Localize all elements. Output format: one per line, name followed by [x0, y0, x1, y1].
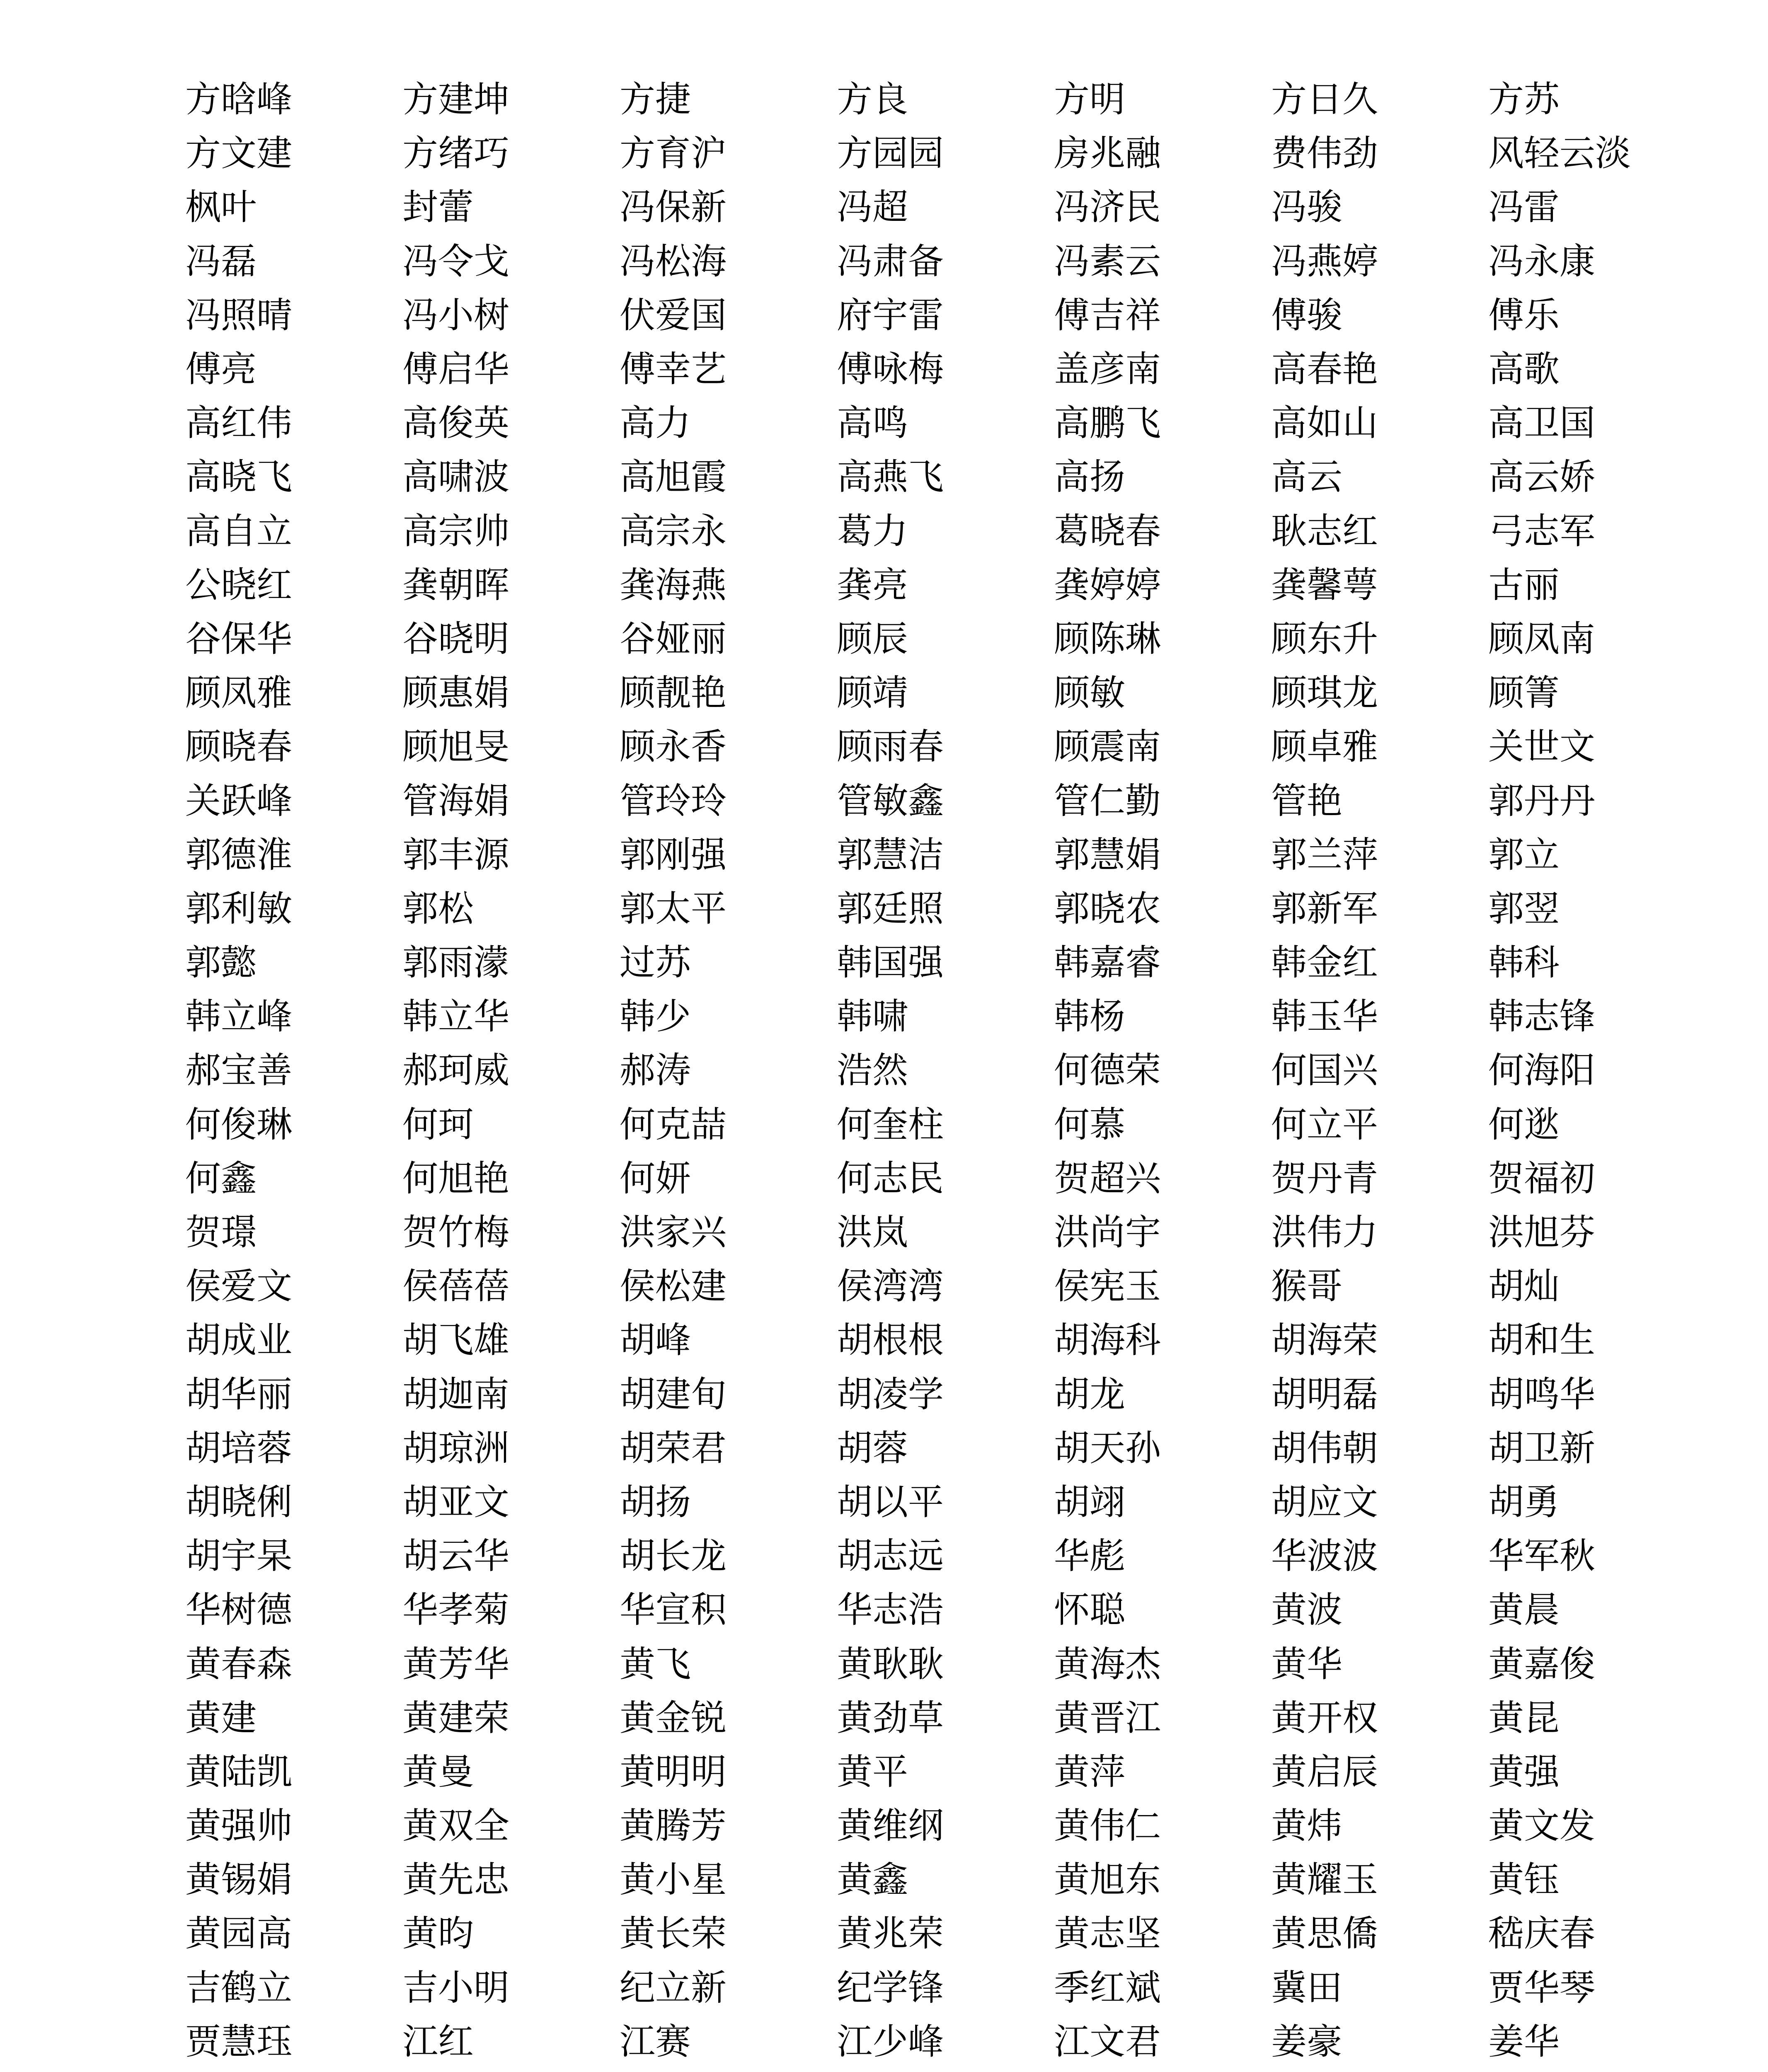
name-entry: 姜华 [1488, 2021, 1560, 2062]
name-entry: 管艳 [1271, 780, 1342, 822]
name-entry: 傅启华 [402, 349, 509, 390]
name-entry: 顾辰 [837, 618, 908, 660]
name-entry: 顾惠娟 [402, 672, 509, 714]
name-entry: 胡云华 [402, 1535, 509, 1577]
name-entry: 黄鑫 [837, 1859, 908, 1901]
name-entry: 胡宇杲 [185, 1535, 292, 1577]
name-entry: 黄钰 [1488, 1859, 1560, 1901]
name-entry: 谷保华 [185, 618, 292, 660]
name-entry: 胡灿 [1488, 1266, 1560, 1307]
name-entry: 江文君 [1054, 2021, 1161, 2062]
name-entry: 龚馨萼 [1271, 564, 1378, 606]
name-entry: 何珂 [402, 1104, 474, 1145]
name-entry: 方育沪 [620, 133, 727, 174]
name-entry: 郭慧洁 [837, 834, 944, 876]
name-entry: 冯保新 [620, 186, 727, 228]
name-entry: 黄腾芳 [620, 1805, 727, 1847]
name-entry: 黄强 [1488, 1751, 1560, 1793]
name-entry: 何慕 [1054, 1104, 1125, 1145]
name-entry: 公晓红 [185, 564, 292, 606]
name-entry: 胡荣君 [620, 1427, 727, 1469]
name-entry: 费伟劲 [1271, 133, 1378, 174]
name-entry: 高力 [620, 402, 691, 444]
name-entry: 黄春森 [185, 1643, 292, 1685]
name-entry: 黄华 [1271, 1643, 1342, 1685]
name-entry: 郭新军 [1271, 888, 1378, 929]
name-entry: 黄建 [185, 1697, 257, 1739]
name-entry: 高燕飞 [837, 456, 944, 498]
name-entry: 傅咏梅 [837, 349, 944, 390]
name-entry: 胡蓉 [837, 1427, 908, 1469]
name-entry: 江赛 [620, 2021, 691, 2062]
name-entry: 冯松海 [620, 240, 727, 282]
name-entry: 郭松 [402, 888, 474, 929]
name-entry: 封蕾 [402, 186, 474, 228]
name-entry: 胡翊 [1054, 1481, 1125, 1523]
name-entry: 黄小星 [620, 1859, 727, 1901]
name-entry: 黄晨 [1488, 1589, 1560, 1631]
name-entry: 黄先忠 [402, 1859, 509, 1901]
name-entry: 郭太平 [620, 888, 727, 929]
name-entry: 枫叶 [185, 186, 257, 228]
name-entry: 黄伟仁 [1054, 1805, 1161, 1847]
name-entry: 房兆融 [1054, 133, 1161, 174]
name-entry: 韩玉华 [1271, 996, 1378, 1038]
name-entry: 胡根根 [837, 1319, 944, 1361]
name-entry: 胡以平 [837, 1481, 944, 1523]
name-entry: 吉小明 [402, 1967, 509, 2009]
name-entry: 顾靖 [837, 672, 908, 714]
name-entry: 洪旭芬 [1488, 1212, 1595, 1254]
name-entry: 贾慧珏 [185, 2021, 292, 2062]
name-entry: 冀田 [1271, 1967, 1342, 2009]
name-entry: 郝宝善 [185, 1050, 292, 1092]
name-entry: 黄建荣 [402, 1697, 509, 1739]
name-entry: 高歌 [1488, 349, 1560, 390]
name-entry: 风轻云淡 [1488, 133, 1631, 174]
name-entry: 高如山 [1271, 402, 1378, 444]
name-entry: 冯永康 [1488, 240, 1595, 282]
name-entry: 方苏 [1488, 79, 1560, 121]
name-entry: 黄文发 [1488, 1805, 1595, 1847]
name-entry: 冯济民 [1054, 186, 1161, 228]
name-entry: 洪岚 [837, 1212, 908, 1254]
name-entry: 黄强帅 [185, 1805, 292, 1847]
name-entry: 龚朝晖 [402, 564, 509, 606]
name-entry: 郭刚强 [620, 834, 727, 876]
name-entry: 冯照晴 [185, 294, 292, 336]
name-entry: 侯蓓蓓 [402, 1266, 509, 1307]
name-entry: 郭兰萍 [1271, 834, 1378, 876]
name-entry: 胡卫新 [1488, 1427, 1595, 1469]
name-entry: 古丽 [1488, 564, 1560, 606]
name-entry: 韩金红 [1271, 942, 1378, 984]
name-entry: 冯令戈 [402, 240, 509, 282]
name-entry: 高宗永 [620, 510, 727, 552]
name-entry: 何立平 [1271, 1104, 1378, 1145]
name-entry: 胡海科 [1054, 1319, 1161, 1361]
name-entry: 黄思僑 [1271, 1913, 1378, 1955]
name-entry: 何逖 [1488, 1104, 1560, 1145]
name-entry: 纪立新 [620, 1967, 727, 2009]
name-entry: 郭丹丹 [1488, 780, 1595, 822]
name-entry: 方晗峰 [185, 79, 292, 121]
name-entry: 顾陈琳 [1054, 618, 1161, 660]
name-entry: 黄锡娟 [185, 1859, 292, 1901]
name-entry: 高宗帅 [402, 510, 509, 552]
name-entry: 冯骏 [1271, 186, 1342, 228]
name-entry: 黄波 [1271, 1589, 1342, 1631]
name-entry: 季红斌 [1054, 1967, 1161, 2009]
name-entry: 韩志锋 [1488, 996, 1595, 1038]
name-entry: 胡琼洲 [402, 1427, 509, 1469]
name-entry: 高云娇 [1488, 456, 1595, 498]
name-entry: 冯素云 [1054, 240, 1161, 282]
name-entry: 郝珂威 [402, 1050, 509, 1092]
name-entry: 洪家兴 [620, 1212, 727, 1254]
name-entry: 高晓飞 [185, 456, 292, 498]
name-entry: 何鑫 [185, 1157, 257, 1199]
name-entry: 方文建 [185, 133, 292, 174]
name-entry: 何海阳 [1488, 1050, 1595, 1092]
name-entry: 郭翌 [1488, 888, 1560, 929]
name-entry: 贺丹青 [1271, 1157, 1378, 1199]
name-entry: 冯超 [837, 186, 908, 228]
name-entry: 胡亚文 [402, 1481, 509, 1523]
name-entry: 高云 [1271, 456, 1342, 498]
name-entry: 方良 [837, 79, 908, 121]
name-entry: 胡勇 [1488, 1481, 1560, 1523]
name-entry: 管海娟 [402, 780, 509, 822]
name-entry: 弓志军 [1488, 510, 1595, 552]
name-entry: 华军秋 [1488, 1535, 1595, 1577]
name-list-grid [185, 73, 1719, 2072]
name-entry: 傅骏 [1271, 294, 1342, 336]
name-entry: 黄开权 [1271, 1697, 1378, 1739]
name-entry: 胡峰 [620, 1319, 691, 1361]
name-entry: 黄园高 [185, 1913, 292, 1955]
name-entry: 顾箐 [1488, 672, 1560, 714]
name-entry: 黄昆 [1488, 1697, 1560, 1739]
name-entry: 黄志坚 [1054, 1913, 1161, 1955]
name-entry: 关跃峰 [185, 780, 292, 822]
name-entry: 龚海燕 [620, 564, 727, 606]
name-entry: 府宇雷 [837, 294, 944, 336]
name-entry: 胡长龙 [620, 1535, 727, 1577]
name-entry: 何德荣 [1054, 1050, 1161, 1092]
name-entry: 管敏鑫 [837, 780, 944, 822]
name-entry: 黄维纲 [837, 1805, 944, 1847]
name-entry: 郭晓农 [1054, 888, 1161, 929]
name-entry: 方捷 [620, 79, 691, 121]
name-entry: 高旭霞 [620, 456, 727, 498]
name-entry: 何克喆 [620, 1104, 727, 1145]
name-entry: 高俊英 [402, 402, 509, 444]
name-entry: 浩然 [837, 1050, 908, 1092]
name-entry: 何志民 [837, 1157, 944, 1199]
name-entry: 黄昀 [402, 1913, 474, 1955]
name-entry: 黄飞 [620, 1643, 691, 1685]
name-entry: 贺竹梅 [402, 1212, 509, 1254]
name-entry: 黄双全 [402, 1805, 509, 1847]
name-entry: 黄劲草 [837, 1697, 944, 1739]
name-entry: 贺璟 [185, 1212, 257, 1254]
name-entry: 黄陆凯 [185, 1751, 292, 1793]
name-entry: 方日久 [1271, 79, 1378, 121]
name-entry: 郭德淮 [185, 834, 292, 876]
name-entry: 高自立 [185, 510, 292, 552]
name-entry: 江红 [402, 2021, 474, 2062]
name-entry: 黄海杰 [1054, 1643, 1161, 1685]
name-entry: 胡华丽 [185, 1373, 292, 1415]
name-entry: 耿志红 [1271, 510, 1378, 552]
name-entry: 胡海荣 [1271, 1319, 1378, 1361]
name-entry: 贾华琴 [1488, 1967, 1595, 2009]
name-entry: 郝涛 [620, 1050, 691, 1092]
name-entry: 冯燕婷 [1271, 240, 1378, 282]
name-entry: 葛力 [837, 510, 908, 552]
name-entry: 贺超兴 [1054, 1157, 1161, 1199]
name-entry: 方建坤 [402, 79, 509, 121]
name-entry: 华孝菊 [402, 1589, 509, 1631]
name-entry: 郭利敏 [185, 888, 292, 929]
name-entry: 黄启辰 [1271, 1751, 1378, 1793]
name-entry: 胡培蓉 [185, 1427, 292, 1469]
name-entry: 侯爱文 [185, 1266, 292, 1307]
name-entry: 关世文 [1488, 726, 1595, 768]
name-entry: 胡应文 [1271, 1481, 1378, 1523]
name-entry: 姜豪 [1271, 2021, 1342, 2062]
name-entry: 顾震南 [1054, 726, 1161, 768]
name-entry: 高春艳 [1271, 349, 1378, 390]
name-entry: 胡和生 [1488, 1319, 1595, 1361]
name-entry: 韩科 [1488, 942, 1560, 984]
name-entry: 侯松建 [620, 1266, 727, 1307]
name-entry: 郭慧娟 [1054, 834, 1161, 876]
name-entry: 黄明明 [620, 1751, 727, 1793]
name-entry: 方明 [1054, 79, 1125, 121]
name-entry: 过苏 [620, 942, 691, 984]
name-entry: 顾敏 [1054, 672, 1125, 714]
name-entry: 吉鹤立 [185, 1967, 292, 2009]
name-entry: 顾卓雅 [1271, 726, 1378, 768]
name-entry: 顾旭旻 [402, 726, 509, 768]
name-entry: 高卫国 [1488, 402, 1595, 444]
name-entry: 高啸波 [402, 456, 509, 498]
name-entry: 何妍 [620, 1157, 691, 1199]
name-entry: 何国兴 [1271, 1050, 1378, 1092]
name-entry: 侯湾湾 [837, 1266, 944, 1307]
name-entry: 江少峰 [837, 2021, 944, 2062]
name-entry: 黄兆荣 [837, 1913, 944, 1955]
name-entry: 华彪 [1054, 1535, 1125, 1577]
name-entry: 黄金锐 [620, 1697, 727, 1739]
name-entry: 谷晓明 [402, 618, 509, 660]
name-entry: 胡明磊 [1271, 1373, 1378, 1415]
name-entry: 韩立峰 [185, 996, 292, 1038]
name-entry: 韩啸 [837, 996, 908, 1038]
name-entry: 侯宪玉 [1054, 1266, 1161, 1307]
name-entry: 郭丰源 [402, 834, 509, 876]
name-entry: 黄芳华 [402, 1643, 509, 1685]
name-entry: 顾晓春 [185, 726, 292, 768]
name-entry: 嵇庆春 [1488, 1913, 1595, 1955]
name-entry: 冯雷 [1488, 186, 1560, 228]
name-entry: 黄曼 [402, 1751, 474, 1793]
name-entry: 顾永香 [620, 726, 727, 768]
name-entry: 管仁勤 [1054, 780, 1161, 822]
name-entry: 胡志远 [837, 1535, 944, 1577]
name-entry: 傅亮 [185, 349, 257, 390]
name-entry: 顾凤南 [1488, 618, 1595, 660]
name-entry: 胡迦南 [402, 1373, 509, 1415]
name-entry: 傅吉祥 [1054, 294, 1161, 336]
name-entry: 韩少 [620, 996, 691, 1038]
name-entry: 胡天孙 [1054, 1427, 1161, 1469]
name-entry: 胡凌学 [837, 1373, 944, 1415]
name-entry: 何俊琳 [185, 1104, 292, 1145]
name-entry: 郭立 [1488, 834, 1560, 876]
name-entry: 顾雨春 [837, 726, 944, 768]
name-entry: 高鸣 [837, 402, 908, 444]
name-entry: 韩国强 [837, 942, 944, 984]
name-entry: 黄萍 [1054, 1751, 1125, 1793]
name-entry: 葛晓春 [1054, 510, 1161, 552]
name-entry: 高鹏飞 [1054, 402, 1161, 444]
name-entry: 华波波 [1271, 1535, 1378, 1577]
name-entry: 何旭艳 [402, 1157, 509, 1199]
name-entry: 顾东升 [1271, 618, 1378, 660]
name-entry: 华志浩 [837, 1589, 944, 1631]
name-entry: 洪尚宇 [1054, 1212, 1161, 1254]
name-entry: 黄旭东 [1054, 1859, 1161, 1901]
name-entry: 龚婷婷 [1054, 564, 1161, 606]
name-entry: 胡龙 [1054, 1373, 1125, 1415]
name-entry: 胡建旬 [620, 1373, 727, 1415]
name-entry: 顾琪龙 [1271, 672, 1378, 714]
name-entry: 顾凤雅 [185, 672, 292, 714]
name-entry: 华宣积 [620, 1589, 727, 1631]
name-entry: 方园园 [837, 133, 944, 174]
name-entry: 冯小树 [402, 294, 509, 336]
name-entry: 伏爱国 [620, 294, 727, 336]
name-entry: 贺福初 [1488, 1157, 1595, 1199]
name-entry: 胡伟朝 [1271, 1427, 1378, 1469]
name-entry: 管玲玲 [620, 780, 727, 822]
name-entry: 傅乐 [1488, 294, 1560, 336]
name-entry: 郭懿 [185, 942, 257, 984]
name-entry: 黄炜 [1271, 1805, 1342, 1847]
name-entry: 猴哥 [1271, 1266, 1342, 1307]
name-entry: 胡飞雄 [402, 1319, 509, 1361]
name-entry: 谷娅丽 [620, 618, 727, 660]
name-entry: 黄嘉俊 [1488, 1643, 1595, 1685]
name-entry: 郭雨濛 [402, 942, 509, 984]
name-entry: 华树德 [185, 1589, 292, 1631]
name-entry: 胡成业 [185, 1319, 292, 1361]
name-entry: 傅幸艺 [620, 349, 727, 390]
name-entry: 高红伟 [185, 402, 292, 444]
name-entry: 高扬 [1054, 456, 1125, 498]
name-entry: 顾靓艳 [620, 672, 727, 714]
name-entry: 冯肃备 [837, 240, 944, 282]
name-entry: 盖彦南 [1054, 349, 1161, 390]
name-entry: 冯磊 [185, 240, 257, 282]
name-entry: 洪伟力 [1271, 1212, 1378, 1254]
name-entry: 方绪巧 [402, 133, 509, 174]
name-entry: 黄晋江 [1054, 1697, 1161, 1739]
name-entry: 黄耿耿 [837, 1643, 944, 1685]
name-entry: 怀聪 [1054, 1589, 1125, 1631]
name-entry: 龚亮 [837, 564, 908, 606]
name-entry: 胡扬 [620, 1481, 691, 1523]
name-entry: 胡鸣华 [1488, 1373, 1595, 1415]
name-entry: 纪学锋 [837, 1967, 944, 2009]
name-entry: 韩嘉睿 [1054, 942, 1161, 984]
name-entry: 黄长荣 [620, 1913, 727, 1955]
name-entry: 黄平 [837, 1751, 908, 1793]
name-entry: 黄耀玉 [1271, 1859, 1378, 1901]
name-entry: 韩立华 [402, 996, 509, 1038]
name-entry: 韩杨 [1054, 996, 1125, 1038]
name-entry: 胡晓俐 [185, 1481, 292, 1523]
name-entry: 郭廷照 [837, 888, 944, 929]
name-entry: 何奎柱 [837, 1104, 944, 1145]
